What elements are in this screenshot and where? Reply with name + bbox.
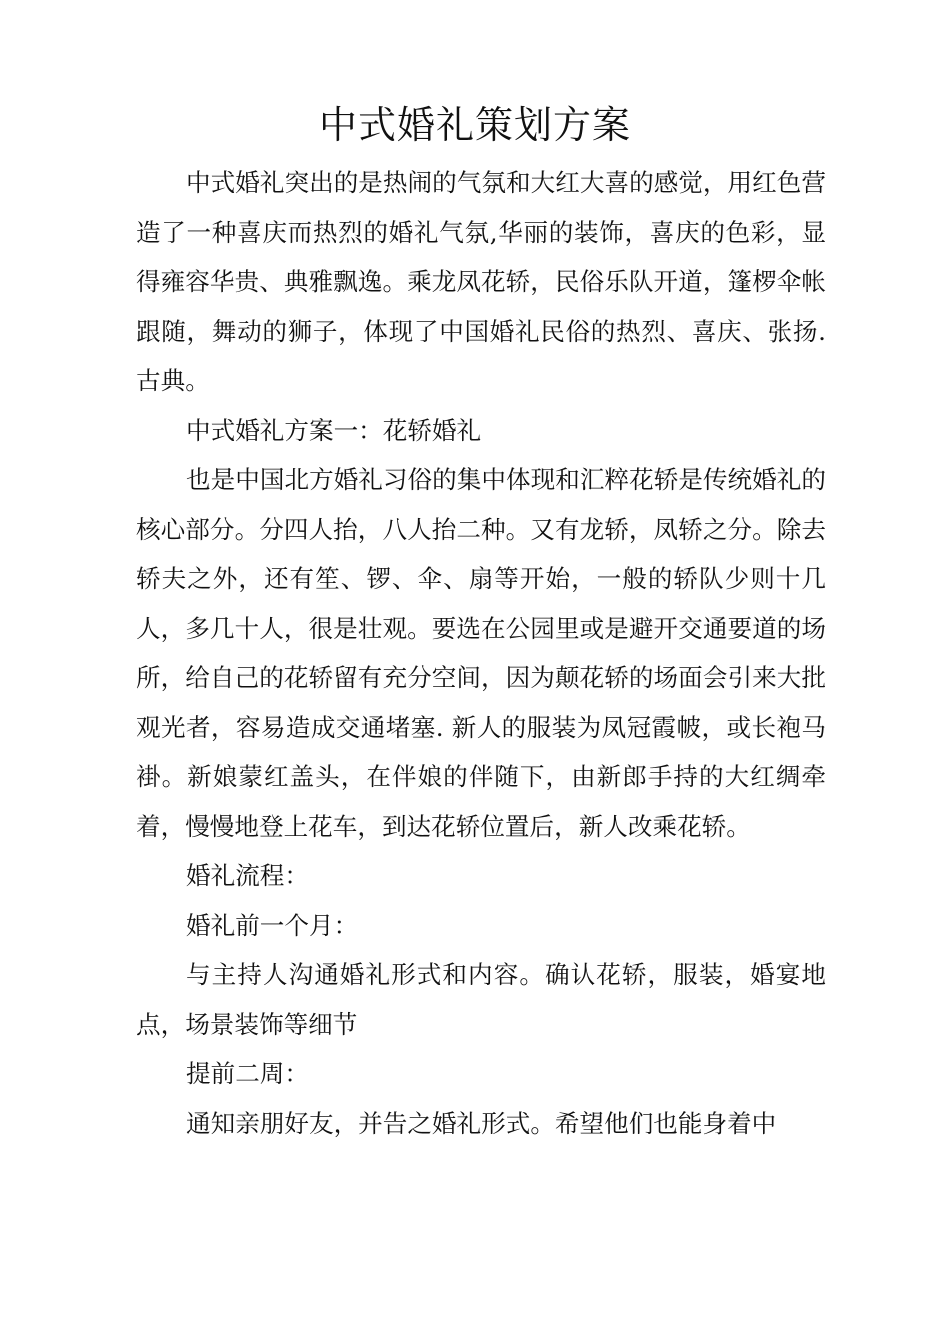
one-month-before-paragraph: 与主持人沟通婚礼形式和内容。确认花轿，服装，婚宴地点，场景装饰等细节 <box>136 960 826 1039</box>
document-title: 中式婚礼策划方案 <box>318 103 631 147</box>
intro-paragraph: 中式婚礼突出的是热闹的气氛和大红大喜的感觉，用红色营造了一种喜庆而热烈的婚礼气氛,华丽的装饰，喜庆的色彩，显得雍容华贵、典雅飘逸。乘龙凤花轿，民俗乐队开道，篷椤伞帐跟随，舞动的狮子，体现了中国婚礼民俗的热烈、喜庆、张扬. 古典。 <box>136 168 826 395</box>
document-body <box>136 158 826 1148</box>
two-weeks-before-paragraph: 通知亲朋好友，并告之婚礼形式。希望他们也能身着中 <box>186 1108 777 1138</box>
one-month-before-heading: 婚礼前一个月： <box>186 910 359 940</box>
two-weeks-before-heading: 提前二周： <box>186 1059 309 1088</box>
section-heading-plan-one: 中式婚礼方案一：花轿婚礼 <box>186 415 482 445</box>
sedan-wedding-paragraph: 也是中国北方婚礼习俗的集中体现和汇粹花轿是传统婚礼的核心部分。分四人抬，八人抬二种。又有龙轿，凤轿之分。除去轿夫之外，还有笙、锣、伞、扇等开始，一般的轿队少则十几人，多几十人，很是壮观。要选在公园里或是避开交通要道的场所，给自己的花轿留有充分空间，因为颠花轿的场面会引来大批观光者，容易造成交通堵塞. 新人的服装为凤冠霞帔，或长袍马褂。新娘蒙红盖头，在伴娘的伴随下，由新郎手持的大红绸牵着，慢慢地登上花车，到达花轿位置后，新人改乘花轿。 <box>136 465 826 841</box>
wedding-process-heading: 婚礼流程： <box>186 861 309 890</box>
